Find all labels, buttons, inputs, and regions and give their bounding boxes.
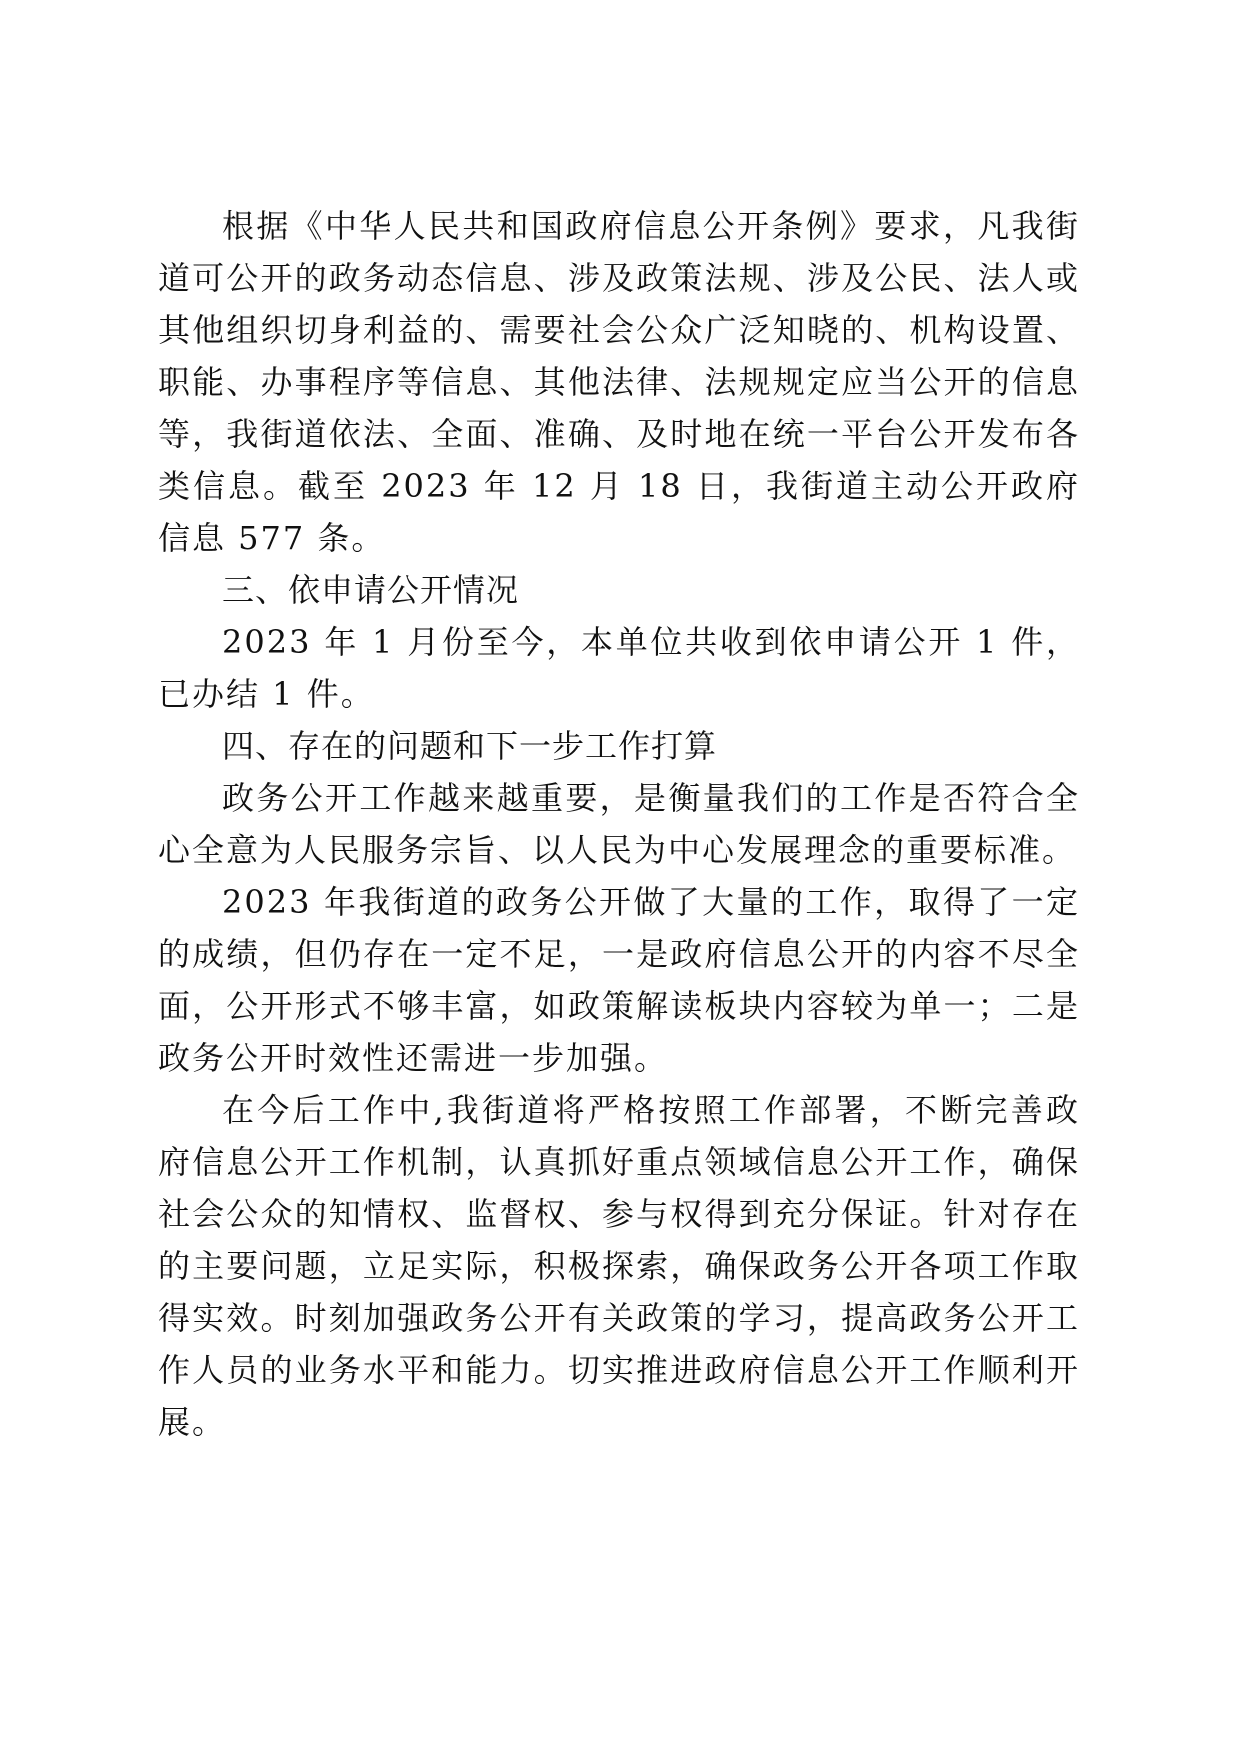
paragraph-application-count: 2023 年 1 月份至今，本单位共收到依申请公开 1 件，已办结 1 件。	[158, 623, 1080, 713]
section-heading-problems-and-plans: 四、存在的问题和下一步工作打算	[222, 727, 718, 765]
paragraph-active-disclosure: 根据《中华人民共和国政府信息公开条例》要求，凡我街道可公开的政务动态信息、涉及政策法规、涉及公民、法人或其他组织切身利益的、需要社会公众广泛知晓的、机构设置、职能、办事程序等信息、其他法律、法规规定应当公开的信息等，我街道依法、全面、准确、及时地在统一平台公开发布各类信息。截至 2023 年 12 月 18 日，我街道主动公开政府信息 577 条。	[158, 207, 1080, 557]
document-body	[158, 200, 1080, 1448]
paragraph-future-work: 在今后工作中,我街道将严格按照工作部署，不断完善政府信息公开工作机制，认真抓好重点领域信息公开工作，确保社会公众的知情权、监督权、参与权得到充分保证。针对存在的主要问题，立足实际，积极探索，确保政务公开各项工作取得实效。时刻加强政务公开有关政策的学习，提高政务公开工作人员的业务水平和能力。切实推进政府信息公开工作顺利开展。	[158, 1091, 1080, 1441]
section-heading-application-disclosure: 三、依申请公开情况	[222, 571, 520, 609]
paragraph-shortcomings: 2023 年我街道的政务公开做了大量的工作，取得了一定的成绩，但仍存在一定不足，一是政府信息公开的内容不尽全面，公开形式不够丰富，如政策解读板块内容较为单一；二是政务公开时效性还需进一步加强。	[158, 883, 1080, 1077]
paragraph-importance: 政务公开工作越来越重要，是衡量我们的工作是否符合全心全意为人民服务宗旨、以人民为中心发展理念的重要标准。	[158, 779, 1080, 869]
